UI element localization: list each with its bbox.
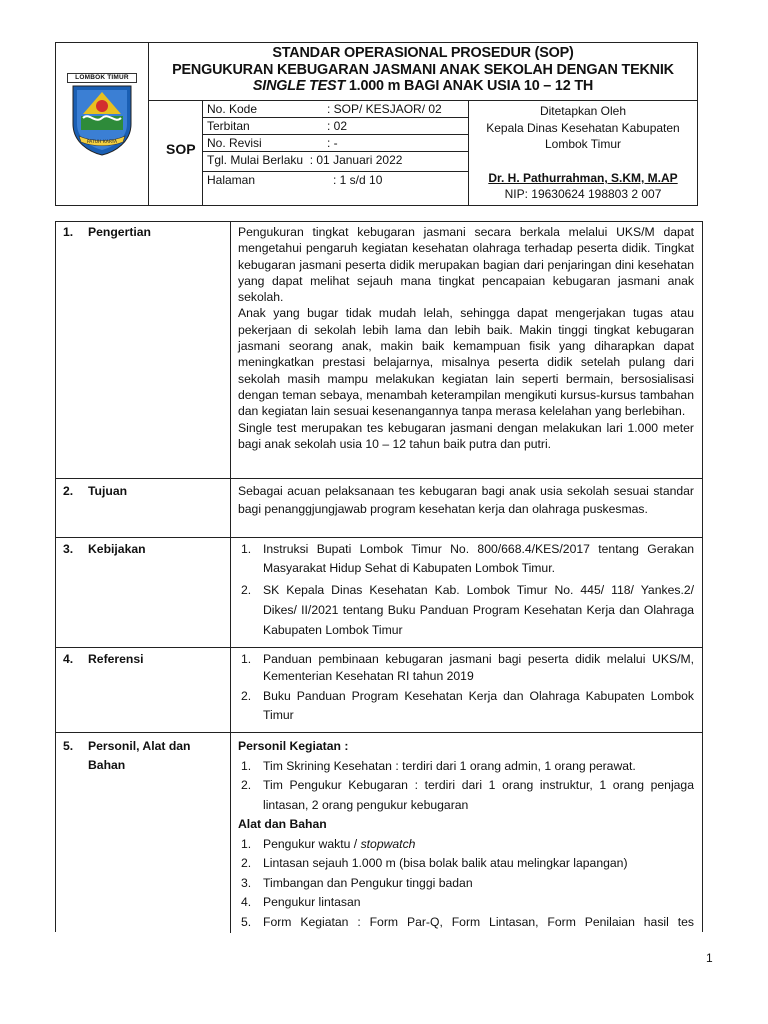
meta-row-tanggal <box>203 152 468 172</box>
item-text: SK Kepala Dinas Kesehatan Kab. Lombok Timur No. 445/ 118/ Yankes.2/ Dikes/ II/2021 tentang Buku Panduan Program Kesehatan Kerja dan Olahraga Kabupaten Lombok Timur <box>263 583 694 637</box>
list-item <box>238 913 694 933</box>
list-item <box>238 757 694 777</box>
sop-label: SOP <box>166 141 196 157</box>
row-number: 4. <box>63 652 74 666</box>
logo-cell <box>56 43 149 205</box>
item-text: Instruksi Bupati Lombok Timur No. 800/668.4/KES/2017 tentang Gerakan Masyarakat Hidup Sehat di Kabupaten Lombok Timur. <box>263 542 694 575</box>
item-number: 1. <box>241 758 252 773</box>
list-item <box>238 854 694 874</box>
row-number: 3. <box>63 542 74 556</box>
document-meta <box>203 101 469 205</box>
sop-label-cell <box>149 101 203 205</box>
row-divider <box>56 647 702 648</box>
kebijakan-list <box>238 540 694 640</box>
row-number: 1. <box>63 225 74 239</box>
list-item <box>238 651 694 685</box>
item-number: 1. <box>241 652 252 666</box>
row-label-tujuan <box>63 482 127 500</box>
subheading-personil: Personil Kegiatan : <box>238 739 349 753</box>
item-number: 2. <box>241 778 252 792</box>
meta-row-halaman <box>203 172 468 189</box>
list-item <box>238 893 694 913</box>
row-label-pengertian <box>63 223 151 241</box>
item-text: Buku Panduan Program Kesehatan Kerja dan Olahraga Kabupaten Lombok Timur <box>263 689 694 722</box>
personil-list <box>238 737 694 932</box>
item-text: Pengukur waktu / <box>263 836 361 851</box>
meta-key: No. Kode <box>207 102 258 116</box>
referensi-list <box>238 651 694 725</box>
item-text: Tim Skrining Kesehatan : terdiri dari 1 orang admin, 1 orang perawat. <box>263 758 636 773</box>
row-divider <box>56 478 702 479</box>
row-title-line-2: Bahan <box>88 758 126 772</box>
row-divider <box>56 732 702 733</box>
emblem-motto: PATUH KARYA <box>86 140 118 145</box>
emblem-label: LOMBOK TIMUR <box>67 73 137 83</box>
title-line-3 <box>149 78 697 95</box>
meta-value: : - <box>327 136 338 150</box>
title-line-2: PENGUKURAN KEBUGARAN JASMANI ANAK SEKOLAH DENGAN TEKNIK <box>172 61 674 78</box>
document-title <box>149 43 697 101</box>
item-number: 2. <box>241 689 252 703</box>
meta-key: No. Revisi <box>207 136 262 150</box>
item-number: 2. <box>241 856 252 870</box>
title-italic-part: SINGLE TEST <box>252 78 346 94</box>
title-rest-part: 1.000 m BAGI ANAK USIA 10 – 12 TH <box>345 78 594 94</box>
meta-key: Halaman <box>207 173 256 187</box>
sop-header-table <box>55 42 698 206</box>
row-title: Pengertian <box>88 225 151 239</box>
row-title: Referensi <box>88 652 144 666</box>
paragraph: Single test merupakan tes kebugaran jasmani dengan melakukan lari 1.000 meter bagi anak sekolah usia 10 – 12 tahun baik putra dan putri. <box>238 420 694 451</box>
meta-row-terbitan <box>203 118 468 135</box>
row-label-kebijakan <box>63 540 146 558</box>
item-number: 1. <box>241 836 252 851</box>
lombok-timur-emblem <box>67 73 137 157</box>
meta-value: : 02 <box>327 119 348 133</box>
row-title: Personil, Alat dan <box>88 739 191 753</box>
tujuan-text <box>238 482 694 518</box>
meta-key: Terbitan <box>207 119 250 133</box>
item-text-italic: stopwatch <box>360 836 416 851</box>
item-number: 5. <box>241 914 252 929</box>
emblem-shield-icon <box>71 84 133 156</box>
row-divider <box>56 537 702 538</box>
meta-key: Tgl. Mulai Berlaku <box>207 153 304 167</box>
column-divider <box>230 222 231 933</box>
list-item <box>238 874 694 894</box>
signatory-nip: NIP: 19630624 198803 2 007 <box>504 187 662 201</box>
page-number: 1 <box>706 951 713 965</box>
item-text: Panduan pembinaan kebugaran jasmani bagi peserta didik melalui UKS/M, Kementerian Kesehatan RI tahun 2019 <box>263 652 694 683</box>
signatory-name: Dr. H. Pathurrahman, S.KM, M.AP <box>488 171 678 185</box>
list-item <box>238 687 694 725</box>
approval-line-3: Lombok Timur <box>544 137 622 151</box>
item-number: 4. <box>241 895 252 909</box>
meta-row-revisi <box>203 135 468 152</box>
item-text: Form Kegiatan : Form Par-Q, Form Lintasan, Form Penilaian hasil tes <box>263 914 694 929</box>
item-text: Tim Pengukur Kebugaran : terdiri dari 1 orang instruktur, 1 orang penjaga lintasan, 2 orang pengukur kebugaran <box>263 778 694 812</box>
meta-tanggal <box>207 152 402 168</box>
item-number: 1. <box>241 542 252 556</box>
row-number: 2. <box>63 484 74 498</box>
list-item <box>238 776 694 815</box>
paragraph: Anak yang bugar tidak mudah lelah, sehingga dapat mengerjakan tugas atau pekerjaan di sekolah lebih lama dan lebih baik. Makin tinggi tingkat kebugaran jasmani seorang anak, makin baik kemampuan fisik yang diharapkan dapat meningkatkan prestasi belajarnya, misalnya peserta didik setelah pulang dari sekolah masih mampu melakukan kegiatan lain seperti bermain, bersosialisasi dengan teman sebaya, menambah keterampilan mengikuti kursus-kursus tambahan dan kegiatan lain sesuai kesenangannya tanpa merasa kelelahan yang berlebihan. <box>238 306 694 419</box>
list-item <box>238 835 694 855</box>
meta-value: : 1 s/d 10 <box>333 173 383 187</box>
pengertian-text <box>238 224 694 452</box>
paragraph: Pengukuran tingkat kebugaran jasmani secara berkala melalui UKS/M dapat mengetahui pengaruh kegiatan kesehatan olahraga terhadap peserta didik. Tingkat kebugaran jasmani peserta didik merupakan bagian dari penjaringan dini kesehatan yang dapat melihat sejauh mana tingkat pencapaian kebugaran jasmani anak sekolah. <box>238 225 694 305</box>
meta-row-kode <box>203 101 468 118</box>
row-label-referensi <box>63 650 144 668</box>
item-text: Pengukur lintasan <box>263 895 361 909</box>
paragraph: Sebagai acuan pelaksanaan tes kebugaran bagi anak usia sekolah sesuai standar bagi penanggjungjawab program kesehatan kerja dan olahraga puskesmas. <box>238 484 694 516</box>
row-label-personil <box>63 737 191 775</box>
item-number: 2. <box>241 583 252 597</box>
approval-line-2: Kepala Dinas Kesehatan Kabupaten <box>486 121 680 135</box>
approval-line-1: Ditetapkan Oleh <box>539 104 627 118</box>
row-title: Tujuan <box>88 484 128 498</box>
approval-block <box>469 101 697 205</box>
row-number: 5. <box>63 739 74 753</box>
meta-value: : 01 Januari 2022 <box>309 153 403 167</box>
title-line-1: STANDAR OPERASIONAL PROSEDUR (SOP) <box>272 45 574 61</box>
subheading-alat: Alat dan Bahan <box>238 817 327 831</box>
row-title: Kebijakan <box>88 542 146 556</box>
meta-value: : SOP/ KESJAOR/ 02 <box>327 102 442 116</box>
sop-content-table <box>55 221 703 932</box>
item-number: 3. <box>241 875 252 890</box>
list-item <box>238 540 694 577</box>
list-item <box>238 580 694 640</box>
item-text: Timbangan dan Pengukur tinggi badan <box>263 875 473 890</box>
item-text: Lintasan sejauh 1.000 m (bisa bolak balik atau melingkar lapangan) <box>263 856 628 870</box>
